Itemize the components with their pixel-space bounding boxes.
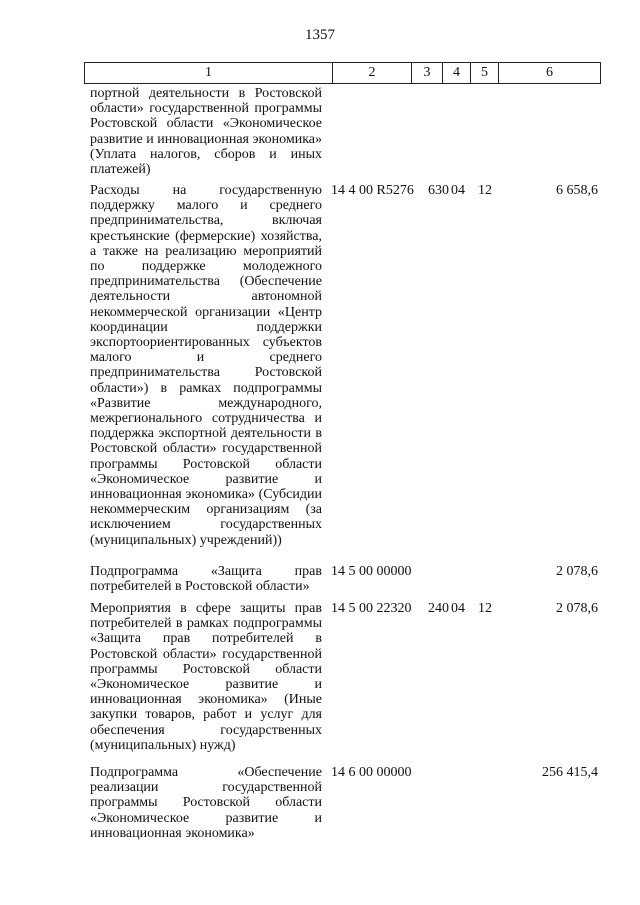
row-expense-type: 630 xyxy=(428,183,449,198)
row-description: Мероприятия в сфере защиты прав потребителей в рамках подпрограммы «Защита прав потребителей в Ростовской области» государственной программы Ростовской области «Экономическое развитие и инновационная экономика» (Иные закупки товаров, работ и услуг для обеспечения государственных (муниципальных) нужд) xyxy=(90,601,322,753)
row-section: 04 xyxy=(451,183,465,198)
row-code: 14 4 00 R5276 xyxy=(331,183,414,198)
header-col-2: 2 xyxy=(333,63,412,83)
table-header xyxy=(84,62,601,84)
row-description: Подпрограмма «Обеспечение реализации государственной программы Ростовской области «Экономическое развитие и инновационная экономика» xyxy=(90,765,322,841)
header-col-5: 5 xyxy=(471,63,499,83)
row-subsection: 12 xyxy=(478,183,492,198)
row-description: Расходы на государственную поддержку малого и среднего предпринимательства, включая крестьянские (фермерские) хозяйства, а также на реализацию мероприятий по поддержке молодежного предпринимательства (Обеспечение деятельности автономной некоммерческой организации «Центр координации поддержки экспортоориентированных субъектов малого и среднего предпринимательства Ростовской области») в рамках подпрограммы «Развитие международного, межрегионального сотрудничества и поддержка экспортной деятельности в Ростовской области» государственной программы Ростовской области «Экономическое развитие и инновационная экономика» (Субсидии некоммерческим организациям (за исключением государственных (муниципальных) учреждений)) xyxy=(90,183,322,548)
row-expense-type: 240 xyxy=(428,601,449,616)
row-code: 14 5 00 22320 xyxy=(331,601,412,616)
row-amount: 2 078,6 xyxy=(556,601,598,616)
row-subsection: 12 xyxy=(478,601,492,616)
row-amount: 2 078,6 xyxy=(556,564,598,579)
row-description: портной деятельности в Ростовской области» государственной программы Ростовской области «Экономическое развитие и инновационная экономика» (Уплата налогов, сборов и иных платежей) xyxy=(90,86,322,178)
row-code: 14 5 00 00000 xyxy=(331,564,412,579)
page-number: 1357 xyxy=(305,27,335,43)
row-amount: 256 415,4 xyxy=(542,765,598,780)
row-amount: 6 658,6 xyxy=(556,183,598,198)
row-description: Подпрограмма «Защита прав потребителей в Ростовской области» xyxy=(90,564,322,595)
row-section: 04 xyxy=(451,601,465,616)
row-code: 14 6 00 00000 xyxy=(331,765,412,780)
header-col-6: 6 xyxy=(546,65,553,80)
header-col-1: 1 xyxy=(85,63,333,83)
header-col-3: 3 xyxy=(412,63,443,83)
header-col-4: 4 xyxy=(443,63,471,83)
